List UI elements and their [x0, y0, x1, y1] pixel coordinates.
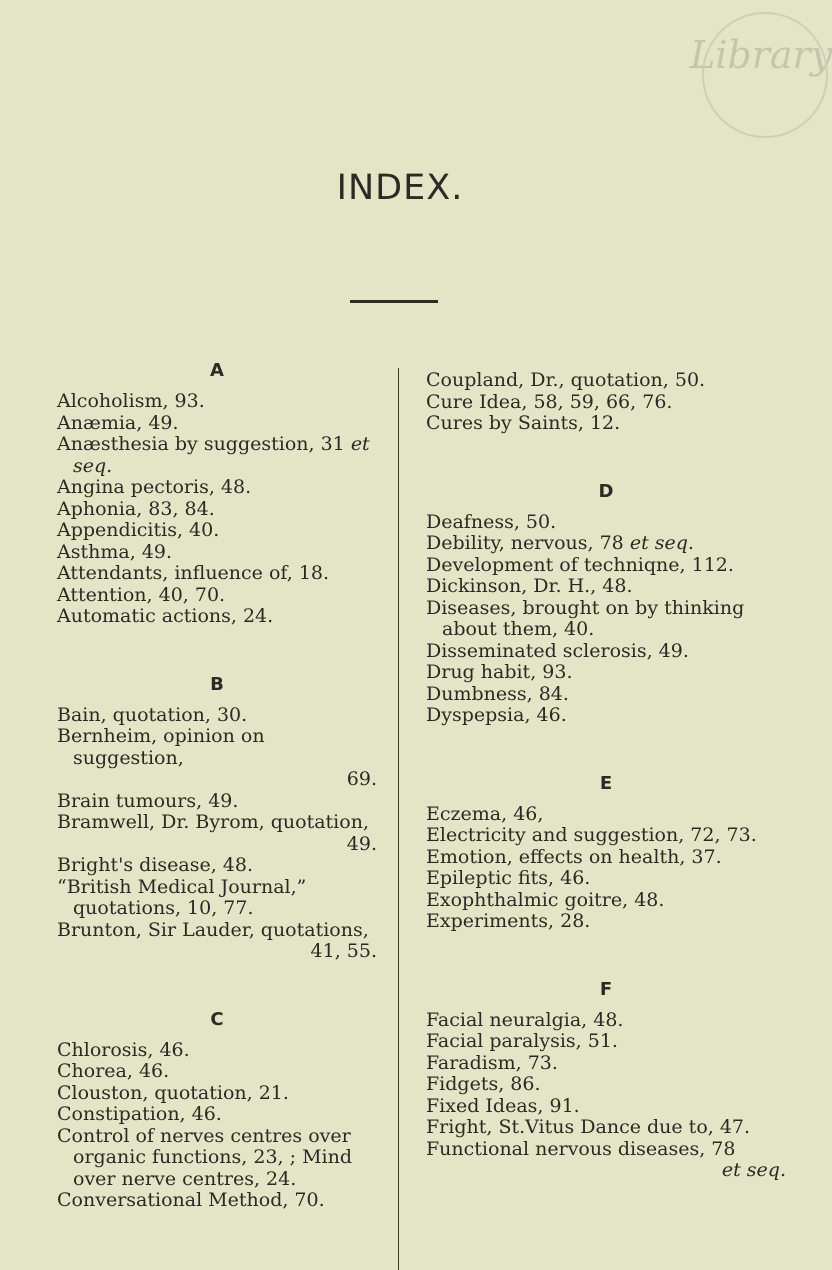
index-entry: Clouston, quotation, 21.: [57, 1081, 289, 1104]
index-entry: Bernheim, opinion on suggestion,: [57, 725, 265, 769]
index-entry: Anæmia, 49.: [57, 411, 179, 434]
right-column: [426, 360, 786, 1228]
index-entry: Diseases, brought on by thinking about them, 40.: [426, 596, 745, 640]
index-entry: Dumbness, 84.: [426, 682, 569, 705]
section-c-continued: [426, 370, 786, 435]
index-entry: Dyspepsia, 46.: [426, 704, 567, 726]
section-b: [57, 674, 377, 963]
left-column: [57, 360, 377, 1258]
index-entry: Brain tumours, 49.: [57, 789, 239, 812]
column-divider: [398, 368, 399, 1270]
index-entry: Chlorosis, 46.: [57, 1038, 190, 1061]
index-entry: Epileptic fits, 46.: [426, 867, 591, 889]
index-entry: Control of nerves centres over organic functions, 23, ; Mind over nerve centres, 24.: [57, 1124, 352, 1190]
index-entry: Attendants, influence of, 18.: [57, 562, 330, 584]
index-entry: Brunton, Sir Lauder, quotations,: [57, 918, 369, 941]
index-entry: Bramwell, Dr. Byrom, quotation,: [57, 811, 369, 833]
index-entry: Electricity and suggestion, 72, 73.: [426, 824, 757, 846]
stamp-ring: [690, 0, 800, 110]
section-letter-d: D: [598, 480, 614, 502]
index-entry: Asthma, 49.: [57, 540, 172, 563]
index-entry: Angina pectoris, 48.: [57, 476, 252, 498]
index-entry-pages: 41, 55.: [310, 940, 377, 962]
section-f: [426, 979, 786, 1182]
index-entry: Disseminated sclerosis, 49.: [426, 639, 689, 662]
index-entry: Facial paralysis, 51.: [426, 1030, 618, 1052]
index-entry-pages: 69.: [346, 768, 377, 790]
section-letter-e: E: [599, 772, 613, 794]
index-entry: “British Medical Journal,” quotations, 10, 77.: [57, 875, 307, 919]
index-entry: Emotion, effects on health, 37.: [426, 845, 722, 868]
section-e: [426, 773, 786, 933]
index-entry: Bain, quotation, 30.: [57, 703, 248, 726]
section-a: [57, 360, 377, 628]
section-letter-f: F: [599, 978, 613, 1000]
section-letter-c: C: [210, 1008, 224, 1030]
et-seq: et seq.: [629, 532, 694, 554]
section-letter-b: B: [210, 673, 224, 695]
library-stamp: [690, 0, 832, 110]
index-entry: Aphonia, 83, 84.: [57, 497, 215, 520]
index-entry: Functional nervous diseases, 78: [426, 1137, 736, 1160]
index-entry: Attention, 40, 70.: [57, 583, 226, 606]
index-entry: [426, 533, 786, 555]
index-entry: Constipation, 46.: [57, 1103, 222, 1125]
index-entry: Fidgets, 86.: [426, 1073, 541, 1095]
et-seq: et seq.: [721, 1159, 786, 1181]
index-entry: Bright's disease, 48.: [57, 854, 254, 876]
index-entry: Coupland, Dr., quotation, 50.: [426, 369, 706, 391]
section-d: [426, 481, 786, 727]
index-entry: Automatic actions, 24.: [57, 605, 274, 627]
index-entry: Conversational Method, 70.: [57, 1189, 325, 1211]
index-entry: Development of techniqne, 112.: [426, 553, 734, 576]
index-entry: Exophthalmic goitre, 48.: [426, 888, 665, 911]
index-entry: Eczema, 46,: [426, 802, 544, 825]
section-letter-a: A: [210, 360, 224, 381]
index-entry: Deafness, 50.: [426, 510, 557, 533]
index-entry: [57, 434, 377, 477]
index-entry-pages: 49.: [346, 832, 377, 855]
index-entry: Alcoholism, 93.: [57, 390, 205, 412]
page-title: INDEX.: [336, 168, 464, 208]
index-entry: Faradism, 73.: [426, 1051, 558, 1074]
index-entry: Fixed Ideas, 91.: [426, 1094, 580, 1117]
index-entry: Cures by Saints, 12.: [426, 412, 621, 434]
index-entry: Facial neuralgia, 48.: [426, 1008, 624, 1031]
index-entry-text: Anæsthesia by suggestion, 31: [57, 433, 345, 455]
et-seq: et seq.: [73, 433, 370, 477]
index-entry: Appendicitis, 40.: [57, 519, 220, 541]
index-entry: Drug habit, 93.: [426, 661, 573, 683]
section-c: [57, 1009, 377, 1212]
index-entry: Chorea, 46.: [57, 1060, 170, 1082]
title-rule: [350, 300, 438, 303]
index-entry: Experiments, 28.: [426, 910, 591, 932]
library-stamp-text: Library: [690, 33, 832, 77]
index-entry: Cure Idea, 58, 59, 66, 76.: [426, 390, 673, 413]
index-entry-text: Debility, nervous, 78: [426, 532, 624, 554]
index-entry: Dickinson, Dr. H., 48.: [426, 575, 633, 597]
index-entry: Fright, St.Vitus Dance due to, 47.: [426, 1116, 751, 1138]
